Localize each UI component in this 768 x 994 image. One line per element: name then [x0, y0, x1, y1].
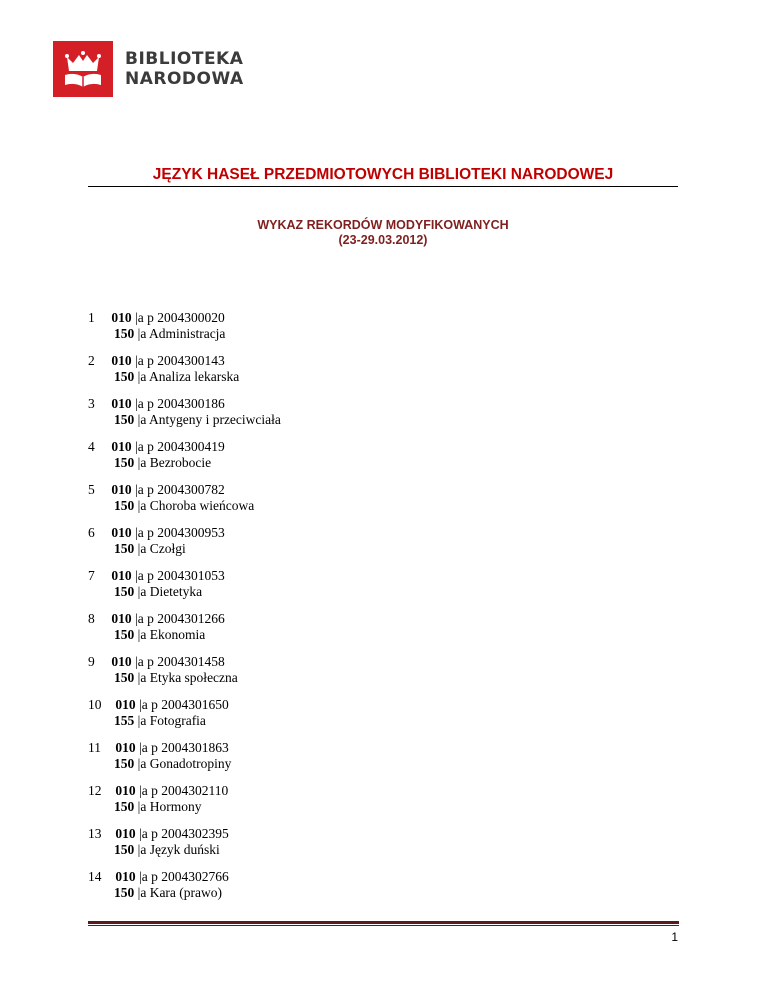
record-line-heading — [88, 627, 678, 643]
record-line-010 — [88, 482, 678, 498]
field-value: |a p 2004301863 — [139, 740, 229, 755]
record-line-heading — [88, 842, 678, 858]
field-tag: 150 — [114, 498, 135, 513]
record-item — [88, 482, 678, 525]
record-item — [88, 740, 678, 783]
record-item — [88, 439, 678, 482]
record-line-heading — [88, 369, 678, 385]
field-value: |a Etyka społeczna — [137, 670, 238, 685]
field-tag: 150 — [114, 885, 135, 900]
record-line-010 — [88, 654, 678, 670]
field-value: |a Antygeny i przeciwciała — [137, 412, 281, 427]
crown-book-icon — [53, 41, 113, 97]
field-value: |a p 2004302766 — [139, 869, 229, 884]
field-tag: 155 — [114, 713, 135, 728]
field-tag: 150 — [114, 670, 135, 685]
field-value: |a p 2004300143 — [135, 353, 225, 368]
record-number: 8 — [88, 611, 95, 626]
field-tag: 010 — [115, 826, 136, 841]
record-line-heading — [88, 412, 678, 428]
subtitle-line-1: WYKAZ REKORDÓW MODYFIKOWANYCH — [257, 218, 509, 232]
record-number: 2 — [88, 353, 95, 368]
logo-text — [125, 49, 244, 89]
field-tag: 150 — [114, 842, 135, 857]
record-number: 11 — [88, 740, 101, 755]
record-number: 14 — [88, 869, 102, 884]
record-line-010 — [88, 697, 678, 713]
field-tag: 010 — [111, 353, 132, 368]
field-value: |a p 2004301650 — [139, 697, 229, 712]
field-value: |a p 2004301053 — [135, 568, 225, 583]
document-subtitle — [88, 218, 678, 248]
record-item — [88, 525, 678, 568]
field-tag: 150 — [114, 584, 135, 599]
record-line-heading — [88, 670, 678, 686]
record-line-heading — [88, 885, 678, 901]
record-number: 9 — [88, 654, 95, 669]
field-tag: 150 — [114, 455, 135, 470]
subtitle-date-range: (23-29.03.2012) — [338, 233, 428, 247]
field-value: |a Fotografia — [137, 713, 206, 728]
record-number: 10 — [88, 697, 102, 712]
field-value: |a Hormony — [137, 799, 202, 814]
record-line-010 — [88, 353, 678, 369]
record-item — [88, 396, 678, 439]
field-tag: 150 — [114, 627, 135, 642]
field-tag: 010 — [111, 525, 132, 540]
logo-line-1: BIBLIOTEKA — [125, 49, 244, 69]
record-number: 12 — [88, 783, 102, 798]
record-number: 5 — [88, 482, 95, 497]
record-item — [88, 697, 678, 740]
record-number: 7 — [88, 568, 95, 583]
logo-line-2: NARODOWA — [125, 69, 244, 89]
field-tag: 010 — [115, 697, 136, 712]
record-line-heading — [88, 713, 678, 729]
record-line-010 — [88, 783, 678, 799]
record-line-heading — [88, 326, 678, 342]
field-value: |a Gonadotropiny — [137, 756, 232, 771]
field-tag: 150 — [114, 541, 135, 556]
records-list — [88, 310, 678, 912]
field-value: |a Czołgi — [137, 541, 186, 556]
field-value: |a Język duński — [137, 842, 220, 857]
record-line-heading — [88, 455, 678, 471]
field-tag: 010 — [115, 869, 136, 884]
record-item — [88, 869, 678, 912]
field-value: |a p 2004301266 — [135, 611, 225, 626]
field-tag: 010 — [115, 740, 136, 755]
page-number: 1 — [671, 930, 678, 944]
record-line-heading — [88, 756, 678, 772]
record-item — [88, 611, 678, 654]
record-item — [88, 568, 678, 611]
field-value: |a p 2004300419 — [135, 439, 225, 454]
record-line-010 — [88, 439, 678, 455]
record-item — [88, 783, 678, 826]
field-tag: 150 — [114, 369, 135, 384]
record-line-010 — [88, 740, 678, 756]
field-value: |a p 2004300020 — [135, 310, 225, 325]
field-value: |a p 2004300782 — [135, 482, 225, 497]
record-line-010 — [88, 568, 678, 584]
field-tag: 010 — [111, 568, 132, 583]
field-tag: 010 — [111, 396, 132, 411]
field-value: |a Administracja — [137, 326, 226, 341]
field-tag: 010 — [111, 654, 132, 669]
field-tag: 150 — [114, 799, 135, 814]
field-tag: 010 — [111, 482, 132, 497]
record-line-010 — [88, 525, 678, 541]
record-line-010 — [88, 869, 678, 885]
field-tag: 150 — [114, 756, 135, 771]
record-number: 3 — [88, 396, 95, 411]
record-line-heading — [88, 541, 678, 557]
field-value: |a p 2004302110 — [139, 783, 229, 798]
record-line-heading — [88, 799, 678, 815]
field-value: |a Choroba wieńcowa — [137, 498, 255, 513]
record-line-heading — [88, 584, 678, 600]
field-tag: 150 — [114, 412, 135, 427]
record-item — [88, 353, 678, 396]
record-item — [88, 826, 678, 869]
field-value: |a Kara (prawo) — [137, 885, 223, 900]
field-value: |a Ekonomia — [137, 627, 206, 642]
field-tag: 010 — [111, 310, 132, 325]
record-line-010 — [88, 310, 678, 326]
library-logo — [53, 41, 244, 97]
field-value: |a p 2004302395 — [139, 826, 229, 841]
record-line-heading — [88, 498, 678, 514]
record-item — [88, 310, 678, 353]
field-tag: 010 — [111, 439, 132, 454]
record-number: 13 — [88, 826, 102, 841]
field-value: |a Bezrobocie — [137, 455, 212, 470]
field-tag: 010 — [111, 611, 132, 626]
document-title: JĘZYK HASEŁ PRZEDMIOTOWYCH BIBLIOTEKI NARODOWEJ — [88, 166, 678, 187]
record-number: 6 — [88, 525, 95, 540]
record-number: 4 — [88, 439, 95, 454]
field-value: |a p 2004301458 — [135, 654, 225, 669]
field-value: |a Analiza lekarska — [137, 369, 240, 384]
field-tag: 010 — [115, 783, 136, 798]
footer-rule — [88, 921, 679, 926]
field-tag: 150 — [114, 326, 135, 341]
record-line-010 — [88, 396, 678, 412]
record-line-010 — [88, 826, 678, 842]
field-value: |a p 2004300953 — [135, 525, 225, 540]
record-line-010 — [88, 611, 678, 627]
record-number: 1 — [88, 310, 95, 325]
field-value: |a p 2004300186 — [135, 396, 225, 411]
field-value: |a Dietetyka — [137, 584, 203, 599]
record-item — [88, 654, 678, 697]
